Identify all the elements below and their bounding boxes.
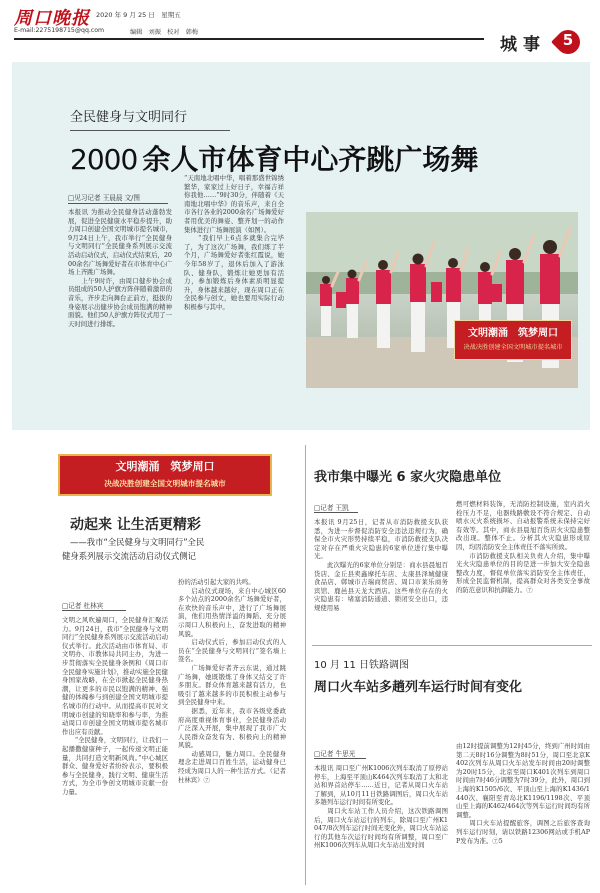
masthead-rule: [14, 38, 484, 40]
fire-hazard-byline-rule: [314, 512, 358, 513]
fire-hazard-byline: □记者 王凯: [314, 504, 349, 512]
left-byline: □记者 杜林宾: [62, 602, 104, 610]
headline-text: 余人市体育中心齐跳广场舞: [142, 143, 479, 176]
train-byline-rule: [314, 758, 366, 759]
fire-hazard-headline: 我市集中曝光 6 家火灾隐患单位: [314, 470, 502, 485]
lead-byline: □见习记者 王晨晨 文/图: [68, 194, 140, 202]
headline-number: 2000: [70, 143, 138, 176]
issue-date: 2020 年 9 月 25 日 星期五: [96, 11, 181, 19]
left-story: [12, 440, 302, 885]
train-body-col1: 本报讯 周口至广州K1006次列车取消了原停站停车，上海至平顶山K464次列车取消了太和北站和界首站停车……近日，记者从周口火车站了解到，从10月11日铁路调图后，周口火车站多趟列车运行时间有所变化。 周口火车站工作人员介绍，这次铁路调图后，周口火车站运行的列车，除周口至广州K1047/8次列车运行时间无变化外，周口火车站运行的其他车次运行时间均有所调整，周口至广州K1006次列车从周口火车站出发时间: [314, 764, 448, 850]
left-byline-rule: [62, 610, 126, 611]
train-schedule-story: [312, 648, 592, 888]
contact-email: E-mail:2275198715@qq.com: [14, 27, 105, 34]
left-subhead-2: 健身系列展示交流活动启动仪式侧记: [62, 551, 196, 561]
square-dance-photo: [306, 212, 578, 388]
train-headline: 周口火车站多趟列车运行时间有变化: [314, 680, 523, 695]
train-kicker: 10 月 11 日铁路调图: [314, 660, 409, 671]
column-divider: [305, 445, 306, 885]
fire-hazard-body-col1: 本报讯 9月25日，记者从市消防救援支队获悉，为进一步督促消防安全违法违规行为，确保全市火灾形势持续平稳，市消防救援支队决定对存在严重火灾隐患的6家单位进行集中曝光。 此次曝光的6家单位分别是：商水县晨旭百货店、金丘县卖鑫摩托车店、太康县泽城健康食品店、郸城市吉瑞商贸店、周口市莱乐商务宾馆、鹿邑县天龙大酒店。这些单位存在的火灾隐患有：堵塞消防通道、锁闭安全出口，违规使用易: [314, 518, 448, 612]
fire-hazard-story: [312, 440, 592, 640]
train-body-col2: 由12时提前调整为12时45分，终到广州时间由第二天8时16分调整为8时51分，周口至北京K402次列车从周口火车站发车时间由20时调整为20时15分，北京至周口K401次列车到周口时间由7时46分调整为7时39分，此外，周口到上海的K1505/6次、平顶山至上海的K1436/1440次、襄阳至青岛北K1196/1198次、平顶山至上海的K462/464次等列车运行时间均有所调整。 周口火车站提醒旅客，调图之后旅客查询列车运行时刻，请以铁路12306网站或手机APP发布为准。⑦5: [456, 742, 590, 845]
dancers-illustration: [306, 212, 578, 388]
left-headline: 动起来 让生活更精彩: [70, 517, 201, 533]
left-banner-line2: 决战决胜创建全国文明城市提名城市: [104, 479, 226, 488]
photo-caption-line2: 决战决胜创建全国文明城市提名城市: [463, 344, 563, 351]
lead-story-panel: [12, 62, 590, 430]
lead-body-col2: “天南地北唱中华，唱着那盛世锦绣繁华，家家过上好日子，幸福吉祥你我他……”9时30分，伴随着《天南地北唱中华》的音乐声，来自全市各行各业的2000余名广场舞爱好者用优美的舞姿、整齐划一的动作集体进行广场舞展演（如图）。 “我们早上6点多就集合完毕了，为了这次广场舞，我们练了半个月，广场舞爱好者张红霞说，她今年58岁了，退休后加入了游泳队、健身队，锻炼让她更加有活力，参加锻炼后身体素质明显提升，身体越来越好，现在周口正在全民参与创文，她也要用实际行动积极参与其中。: [184, 174, 284, 311]
photo-caption-line1: 文明潮涌 筑梦周口: [468, 328, 558, 339]
lead-kicker: 全民健身与文明同行: [70, 110, 188, 125]
editor-credits: 编辑 刘振 校对 韩梅: [130, 29, 199, 36]
left-subhead-1: ——我市“全民健身与文明同行”全民: [70, 537, 205, 547]
right-divider: [312, 645, 592, 646]
left-body-col1: 文明之风吹遍周口，全民健身汇聚活力。9月24日，我市“全民健身与文明同行”全民健身系列展示交流活动启动仪式举行。此次活动由市体育局、市文明办、市教体局共同主办，为进一步贯彻落实全民健身条例和《周口市全民健身实施计划》，推动实施全民健身国家战略，在全市掀起全民健身热潮，让更多的市民以饱满的精神、强健的体魄参与到创建全国文明城市提名城市的行动中。从而提高市民对文明城市创建的知晓率和参与率，为推动周口市创建全国文明城市提名城市作出应有贡献。 “全民健身，文明同行，让我们一起播撒健康种子，一起传递文明正能量，共同打造文明新风尚。”中心城区群众、健身爱好者纷纷表示，要积极参与全民健身，践行文明、健康生活方式，为全市争创文明城市贡献一份力量。: [62, 616, 168, 796]
masthead: [0, 0, 600, 62]
lead-headline: [70, 138, 478, 178]
lead-body-col1: 本报讯 为推动全民健身活动蓬勃发展，促进全民健康水平稳步提升，助力周口创建全国文明城市提名城市，9月24日上午，我市举行“全民健身与文明同行”全民健身系列展示交流活动启动仪式，启动仪式结束后，2000余名广场舞爱好者在市体育中心广场上齐跳广场舞。 上午9时许，由周口健步协会成员组成的50人护旗方阵伴随着激昂的音乐，齐步走向舞台正前方，挺拔的身姿展示出健步协会成员饱满的精神面貌。他们50人护旗方阵仪式用了一天时间进行排练。: [68, 208, 172, 328]
byline-rule: [68, 203, 168, 204]
section-title: 城事: [500, 35, 546, 55]
fire-hazard-body-col2: 燃可燃材料装饰，无消防控制设施，室内消火栓压力不足，电器线路敷设不符合规定、自动喷水灭火系统损坏、自动报警系统未保持完好有效等。其中，商水县晨旭百货店火灾隐患整改出现。整体不止。分析其火灾隐患形成原因，均因消防安全主体责任不落实所致。 市消防救援支队相关负责人介绍，集中曝光火灾隐患单位的目的是进一步加大安全隐患整改力度，督促单位落实消防安全主体责任，形成全民监督机制，提高群众对各类安全事故的防范意识和抗御能力。⑦: [456, 500, 590, 594]
left-banner-line1: 文明潮涌 筑梦周口: [115, 460, 215, 473]
train-byline: □记者 牛思光: [314, 750, 356, 758]
newspaper-logo: 周口晚报: [14, 8, 90, 29]
left-body-col2: 扮的活动引起大家的共鸣。 启动仪式现场，来自中心城区60多个站点的2000余名广场舞爱好者，在欢快的音乐声中，进行了广场舞展演，他们用热情洋溢的舞蹈、充分展示周口人积极向上、奋发进取的精神风貌。 启动仪式后，参加启动仪式的人员在“全民健身与文明同行”签名墙上签名。 广场舞爱好者齐云东说，通过跳广场舞，她既锻炼了身体又结交了许多朋友。群众体育越来越有活力，也吸引了越来越多的市民积极主动参与到全民健身中来。 据悉，近年来，我市各级党委政府高度重视体育事业，全民健身活动广泛深入开展，集中展现了我市广大人民群众奋发有为、积极向上的精神风貌。 动感周口，魅力周口。全民健身理念走进周口百姓生活，运动健身已经成为周口人的一种生活方式。（记者杜林宾）⑦: [178, 578, 286, 784]
page-number: 5: [562, 31, 574, 49]
kicker-rule: [70, 130, 230, 131]
